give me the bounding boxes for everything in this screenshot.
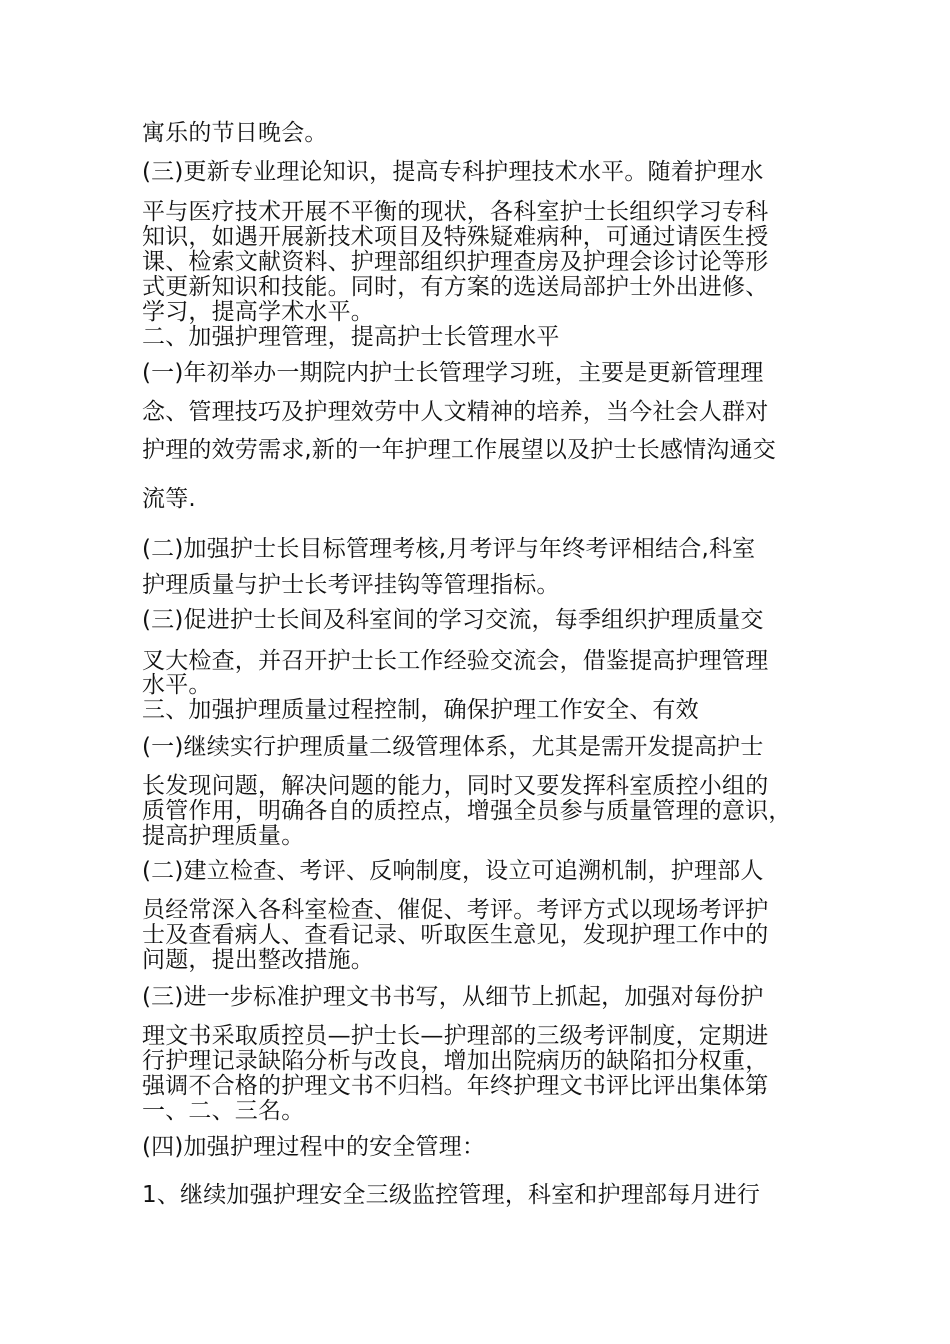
- text-line: 知识，如遇开展新技术项目及特殊疑难病种，可通过请医生授: [142, 224, 769, 250]
- text-line: 式更新知识和技能。同时，有方案的选送局部护士外出进修、: [142, 274, 769, 300]
- text-line: 平与医疗技术开展不平衡的现状，各科室护士长组织学习专科: [142, 199, 769, 225]
- text-line: 问题，提出整改措施。: [142, 947, 374, 973]
- text-line: 员经常深入各科室检查、催促、考评。考评方式以现场考评护: [142, 897, 769, 923]
- text-line: 叉大检查，并召开护士长工作经验交流会，借鉴提高护理管理: [142, 648, 769, 674]
- text-line: (一)继续实行护理质量二级管理体系，尤其是需开发提高护士: [142, 734, 764, 760]
- text-line: 寓乐的节日晚会。: [142, 120, 328, 146]
- text-line: (二)建立检查、考评、反响制度，设立可追溯机制，护理部人: [142, 858, 764, 884]
- text-line: 长发现问题，解决问题的能力，同时又要发挥科室质控小组的: [142, 773, 769, 799]
- text-line: 士及查看病人、查看记录、听取医生意见，发现护理工作中的: [142, 922, 769, 948]
- text-line: 提高护理质量。: [142, 823, 305, 849]
- text-line: 1、继续加强护理安全三级监控管理，科室和护理部每月进行: [142, 1182, 761, 1208]
- text-line: (二)加强护士长目标管理考核,月考评与年终考评相结合,科室: [142, 536, 756, 562]
- text-line: (三)促进护士长间及科室间的学习交流，每季组织护理质量交: [142, 607, 764, 633]
- text-line: 一、二、三名。: [142, 1098, 305, 1124]
- text-line: 质管作用，明确各自的质控点，增强全员参与质量管理的意识，: [142, 798, 792, 824]
- text-line: 护理的效劳需求,新的一年护理工作展望以及护士长感情沟通交: [142, 437, 776, 463]
- text-line: (三)进一步标准护理文书书写，从细节上抓起，加强对每份护: [142, 984, 764, 1010]
- text-line: 理文书采取质控员—护士长—护理部的三级考评制度，定期进: [142, 1023, 769, 1049]
- text-line: 护理质量与护士长考评挂钩等管理指标。: [142, 572, 560, 598]
- text-line: (一)年初举办一期院内护士长管理学习班，主要是更新管理理: [142, 360, 764, 386]
- text-line: 流等.: [142, 486, 196, 512]
- text-line: 学习，提高学术水平。: [142, 299, 374, 325]
- text-line: 课、检索文献资料、护理部组织护理查房及护理会诊讨论等形: [142, 249, 769, 275]
- text-line: 水平。: [142, 672, 212, 698]
- text-line: (三)更新专业理论知识，提高专科护理技术水平。随着护理水: [142, 159, 764, 185]
- text-line: (四)加强护理过程中的安全管理：: [142, 1134, 486, 1160]
- text-line: 强调不合格的护理文书不归档。年终护理文书评比评出集体第: [142, 1073, 769, 1099]
- section-heading: 二、加强护理管理，提高护士长管理水平: [142, 324, 560, 350]
- section-heading: 三、加强护理质量过程控制，确保护理工作安全、有效: [142, 697, 699, 723]
- text-line: 行护理记录缺陷分析与改良，增加出院病历的缺陷扣分权重，: [142, 1048, 769, 1074]
- text-line: 念、管理技巧及护理效劳中人文精神的培养，当今社会人群对: [142, 399, 769, 425]
